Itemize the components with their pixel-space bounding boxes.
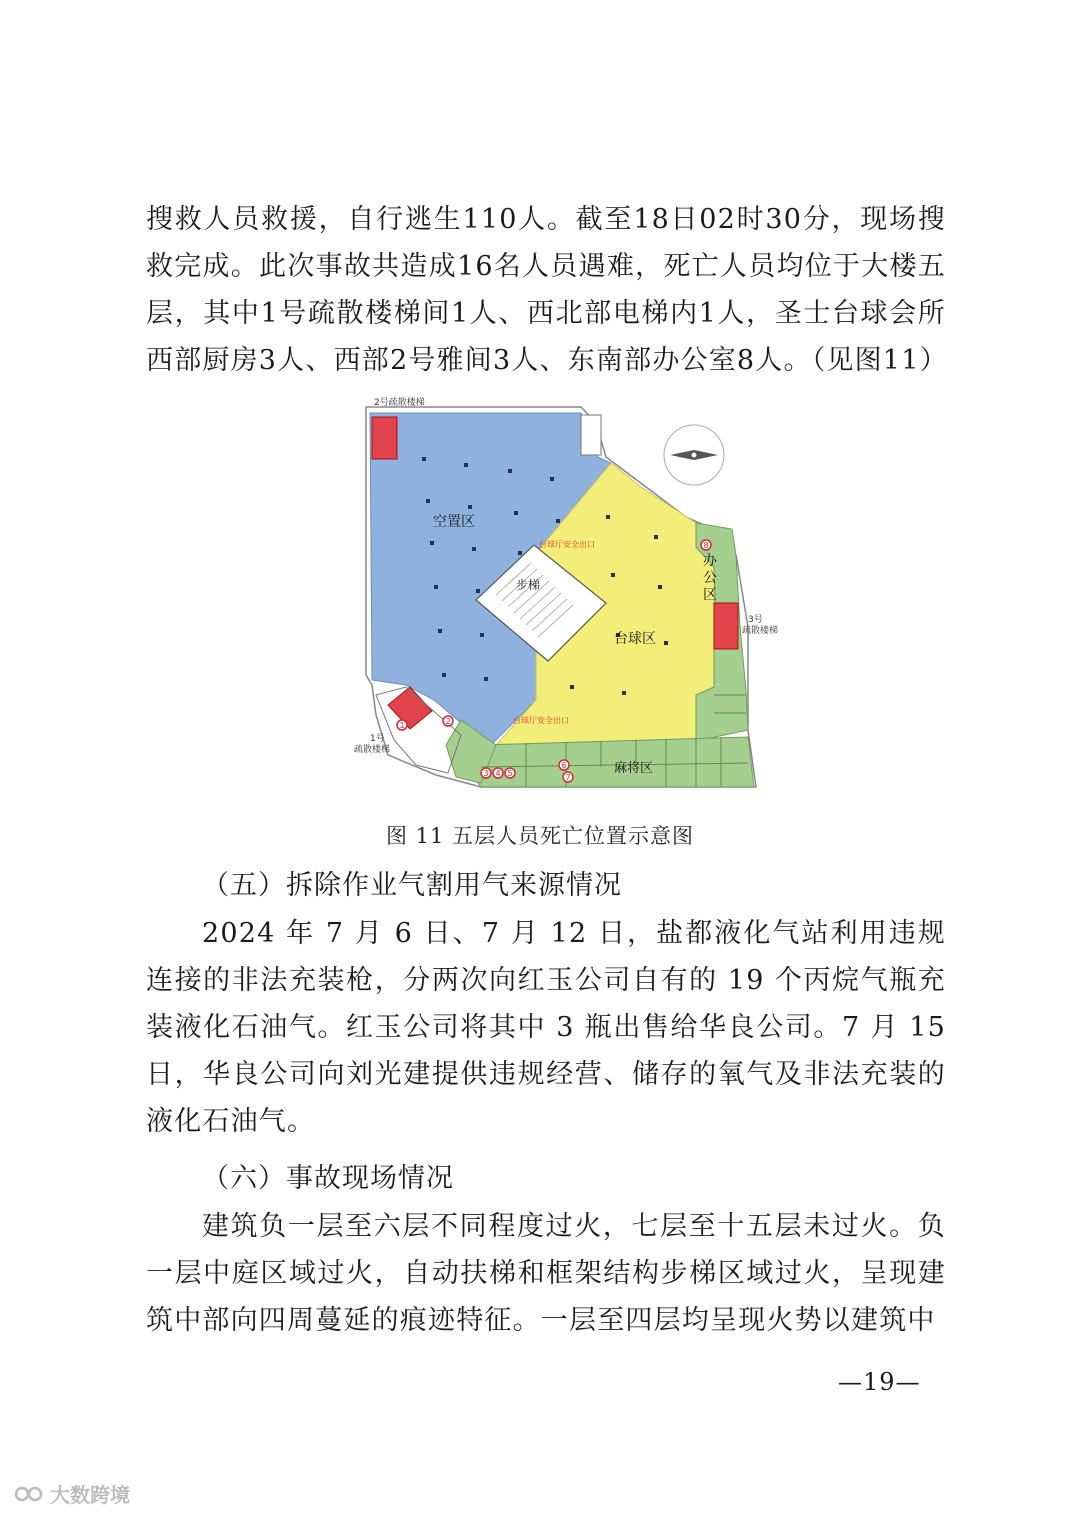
empty-area-label: 空置区 xyxy=(433,514,475,530)
victim-label-3: 3 xyxy=(483,769,489,778)
exit-label-bottom: 台球厅安全出口 xyxy=(513,716,569,725)
victim-label-4: 4 xyxy=(495,769,501,778)
stairs-label: 步梯 xyxy=(516,578,541,592)
stairwell-1-label-line2: 疏散楼梯 xyxy=(354,745,391,755)
floor-plan-diagram xyxy=(336,395,779,800)
victim-label-8: 8 xyxy=(703,541,709,550)
northeast-core xyxy=(581,415,601,455)
watermark xyxy=(14,1479,130,1508)
exit-label-top: 台球厅安全出口 xyxy=(539,540,595,549)
paragraph-gas-source: 2024 年 7 月 6 日、7 月 12 日，盐都液化气站利用违规连接的非法充装枪，分两次向红玉公司自有的 19 个丙烷气瓶充装液化石油气。红玉公司将其中 3 瓶出售给华良公司。7 月 15 日，华良公司向刘光建提供违规经营、储存的氧气及非法充装的液化石油气。 xyxy=(146,918,946,1137)
stairwell-2-label: 2号疏散楼梯 xyxy=(374,398,425,408)
watermark-logo-icon xyxy=(14,1485,44,1503)
victim-label-1: 1 xyxy=(399,721,405,730)
office-label-2: 公 xyxy=(703,570,717,586)
victim-label-6: 6 xyxy=(561,761,567,770)
billiard-area-label: 台球区 xyxy=(614,631,656,647)
compass-icon xyxy=(664,425,724,485)
paragraph-scene: 建筑负一层至六层不同程度过火，七层至十五层未过火。负一层中庭区域过火，自动扶梯和框架结构步梯区域过火，呈现建筑中部向四周蔓延的痕迹特征。一层至四层均呈现火势以建筑中 xyxy=(146,1211,946,1336)
paragraph-rescue-summary: 搜救人员救援，自行逃生110人。截至18日02时30分，现场搜救完成。此次事故共造成16名人员遇难，死亡人员均位于大楼五层，其中1号疏散楼梯间1人、西北部电梯内1人，圣士台球会所西部厨房3人、西部2号雅间3人、东南部办公室8人。（见图11） xyxy=(146,204,948,376)
figure-caption: 图 11 五层人员死亡位置示意图 xyxy=(385,824,695,848)
stairwell-2 xyxy=(372,417,397,459)
victim-label-2: 2 xyxy=(445,717,451,726)
victim-label-5: 5 xyxy=(507,769,513,778)
stairwell-1-label-line1: 1号 xyxy=(370,734,385,744)
office-label-3: 区 xyxy=(703,587,717,603)
watermark-text: 大数跨境 xyxy=(50,1483,130,1507)
stairwell-3 xyxy=(714,603,738,649)
victim-label-7: 7 xyxy=(565,773,571,782)
stairwell-3-label-line2: 疏散楼梯 xyxy=(742,626,779,636)
office-label-1: 办 xyxy=(703,553,717,569)
section-heading-5: （五）拆除作业气割用气来源情况 xyxy=(202,870,622,901)
section-heading-6: （六）事故现场情况 xyxy=(202,1163,454,1194)
mahjong-area-label: 麻将区 xyxy=(614,761,654,776)
stairwell-3-label-line1: 3号 xyxy=(748,615,763,625)
mahjong-area-zone xyxy=(466,737,754,787)
page-number: —19— xyxy=(838,1368,921,1396)
